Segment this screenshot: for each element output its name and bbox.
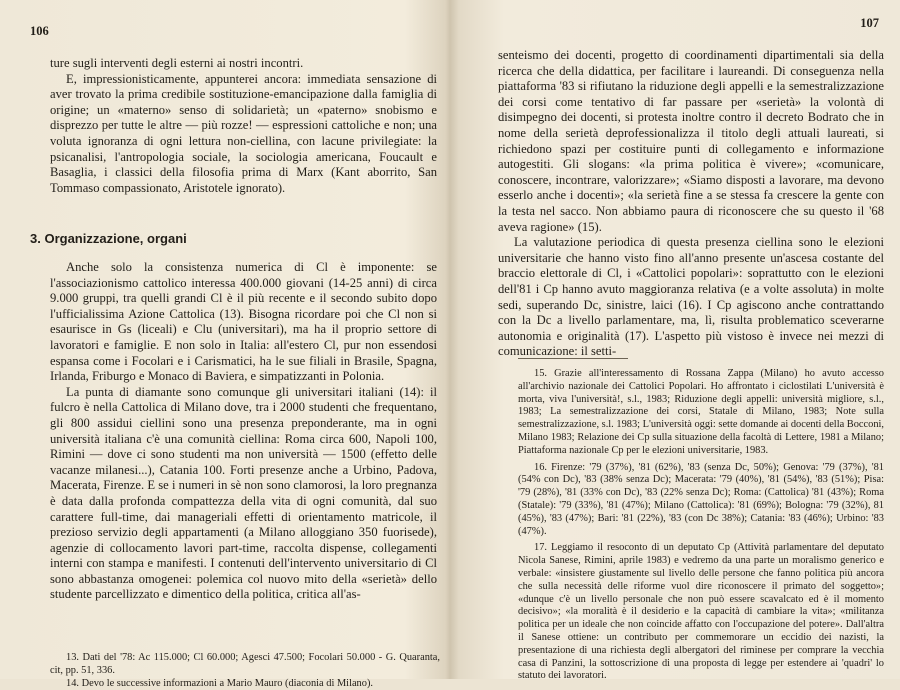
left-footnotes: [50, 652, 440, 690]
footnote: 17. Leggiamo il resoconto di un deputato Cp (Attività parlamentare del deputato Nicola Sanese, Rimini, aprile 1983) e vedremo da una parte un moralismo generico e verbale: «insistere giustamente sul livello delle persone che fanno politica più ancora che sulla necessità delle riforme vuol dire riconoscere il primato del soggetto»; «dunque c'è un livello personale che non può essere scavalcato ed è il momento decisivo»; «la moralità è il desiderio e la capacità di cambiare la vita»; «militanza politica per un ideale che non coincide affatto con l'occupazione del potere». Dall'altra il Sanese ottiene: un contributo per commemorare un eccidio dei nazisti, la presentazione di una richiesta degli albergatori del riminese per comprare la vecchia casa di Panzini, la sottoscrizione di una proposta di legge per estendere ai 'quadri' lo statuto dei lavoratori.: [518, 542, 884, 682]
page-number-left: 106: [30, 24, 49, 38]
paragraph: La valutazione periodica di questa presenza ciellina sono le elezioni universitarie che hanno visto fino all'anno presente un'ascesa costante del braccio elettorale di Cl, i «Cattolici popolari»: soprattutto con le elezioni dell'81 i Cp hanno avuto maggioranza relativa (e a volte assoluta) in molte sedi, superando Dc, sinistre, laici (16). I Cp agiscono anche contrattando con la Dc a livello parlamentare, ma, lì, risulta problematico sceverarne autonomia e originalità (17). L'aspetto più vistoso è invece nei mezzi di comunicazione: il setti-: [498, 235, 884, 359]
right-body: [498, 48, 884, 360]
footnote-rule: [518, 358, 628, 359]
left-body-bottom: [50, 260, 437, 603]
footnote: 16. Firenze: '79 (37%), '81 (62%), '83 (senza Dc, 50%); Genova: '79 (37%), '81 (54% con Dc), '83 (38% senza Dc); Macerata: '79 (40%), '81 (54%), '83 (51%); Pisa: '79 (28%), '81 (33% con Dc), '83 (22% senza Dc); Roma: (Cattolica) '81 (43%); Roma (Statale): '79 (33%), '81 (47%); Milano (Cattolica): '81 (69%); Bologna: '79 (32%), 81 (45%), '83 (47%); Bari: '81 (22%), '83 (con Dc 38%); Catania: '83 (46%); Urbino: '83 (47%).: [518, 461, 884, 537]
footnote: 14. Devo le successive informazioni a Mario Mauro (diaconia di Milano).: [66, 677, 374, 689]
page-number-right: 107: [860, 16, 879, 30]
left-body-top: [50, 56, 437, 196]
right-page: [450, 0, 900, 682]
paragraph: ture sugli interventi degli esterni ai nostri incontri.: [50, 56, 304, 70]
section-heading: 3. Organizzazione, organi: [30, 231, 187, 246]
right-footnotes: [518, 368, 884, 687]
paragraph: senteismo dei docenti, progetto di coordinamenti dipartimentali sia della ricerca che della didattica, per facilitare i laureandi. Di conseguenza nella piattaforma '83 si rifiutano la riduzione degli appelli e la semestralizzazione dei corsi come tentativo di far passare per «serietà» la volontà di disimpegno dei docenti, si protesta inoltre contro il decreto Bodrato che in nome della serietà deprofessionalizza il titolo degli attuali laureati, si richiedono spazi per costituire punti di collegamento e informazione autogestiti. Gli slogans: «la prima politica è vivere»; «comunicare, conoscere, incontrare, valorizzare»; «Siamo disposti a lavorare, ma devono esserlo anche i docenti»; «la serietà fine a se stessa fa crescere la gente con la testa nel sacco. Non abbiamo paura di riconoscere che su questo il '68 aveva ragione» (15).: [498, 48, 884, 234]
footnote: 13. Dati del '78: Ac 115.000; Cl 60.000; Agesci 47.500; Focolari 50.000 - G. Quaranta, cit, pp. 51, 336.: [50, 652, 440, 676]
paragraph: La punta di diamante sono comunque gli universitari italiani (14): il fulcro è nella Cattolica di Milano dove, tra i 2000 studenti che frequentano, gli 800 assidui ciellini sono una presenza preponderante, ma in ogni università italiana c'è una comunità ciellina: Roma circa 600, Napoli 100, Rimini — dove ci sono studenti ma non università — 1500 (effetto delle vacanze milanesi...), Catania 100. Forti presenze anche a Urbino, Padova, Macerata, Firenze. E se i numeri in sè non sono clamorosi, la loro pregnanza è data dalla profonda compattezza della vita di ogni comunità, dal suo carattere full-time, dai manageriali effetti di orientamento matricole, il prezioso servizio degli appartamenti (a Milano alloggiano 350 fuorisede), agenzie di collocamento lavori part-time, raccolta dispense, collegamenti interni con stampa e manifesti. I contenuti dell'intervento universitario di Cl sono abbastanza omogenei: polemica col nuovo mito della «serietà» dello studente parcellizzato e dimentico della politica, critica all'as-: [50, 384, 437, 602]
footnote: 15. Grazie all'interessamento di Rossana Zappa (Milano) ho avuto accesso all'archivio nazionale dei Cattolici Popolari. Ho affrontato i ciclostilati L'università è morta, viva l'università!, s.l., 1983; Riduzione degli appelli: università migliore, s.l., 1983; La semestralizzazione dei corsi, Statale di Milano, 1983; Note sulla semestralizzazione, s.l. 1983; L'università oggi: sette domande ai docenti della Bocconi, Milano 1983; Relazione dei Cp sulla situazione della facoltà di Lettere, 1981 a Milano; Piattaforma nazionale Cp per le elezioni universitarie, 1983.: [518, 368, 885, 456]
paragraph: E, impressionisticamente, appunterei ancora: immediata sensazione di aver trovato la prima credibile sostituzione-emancipazione dalla famiglia di origine; un «materno» senso di solidarietà; un «paterno» snobismo e disprezzo per tutte le altre — più rozze! — espressioni cattoliche e non; una voluta ignoranza di ogni lettura non-ciellina, con lacune privilegiate: la psicanalisi, l'antropologia sociale, la sociologia americana, Foucault e Basaglia, i classici della filosofia prima di Marx (Kant aborrito, San Tommaso compassionato, Aristotele ignorato).: [50, 71, 437, 195]
left-page: [0, 0, 450, 679]
paragraph: Anche solo la consistenza numerica di Cl è imponente: se l'associazionismo cattolico interessa 400.000 giovani (14-25 anni) di circa 9.000 gruppi, tra quelli grandi Cl è il più recente e il secondo subito dopo l'ufficialissima Azione Cattolica (13). Bisogna ricordare poi che Cl non si esaurisce in Gs (liceali) e Clu (universitari), ma ha il proprio settore di lavoratori e famiglie. E non solo in Italia: all'estero Cl, pur non essendosi espansa come i Focolari e i Carismatici, ha le sue filiali in Brasile, Spagna, Irlanda, Friburgo e Monaco di Baviera, e simpatizzanti in Polonia.: [50, 260, 437, 384]
